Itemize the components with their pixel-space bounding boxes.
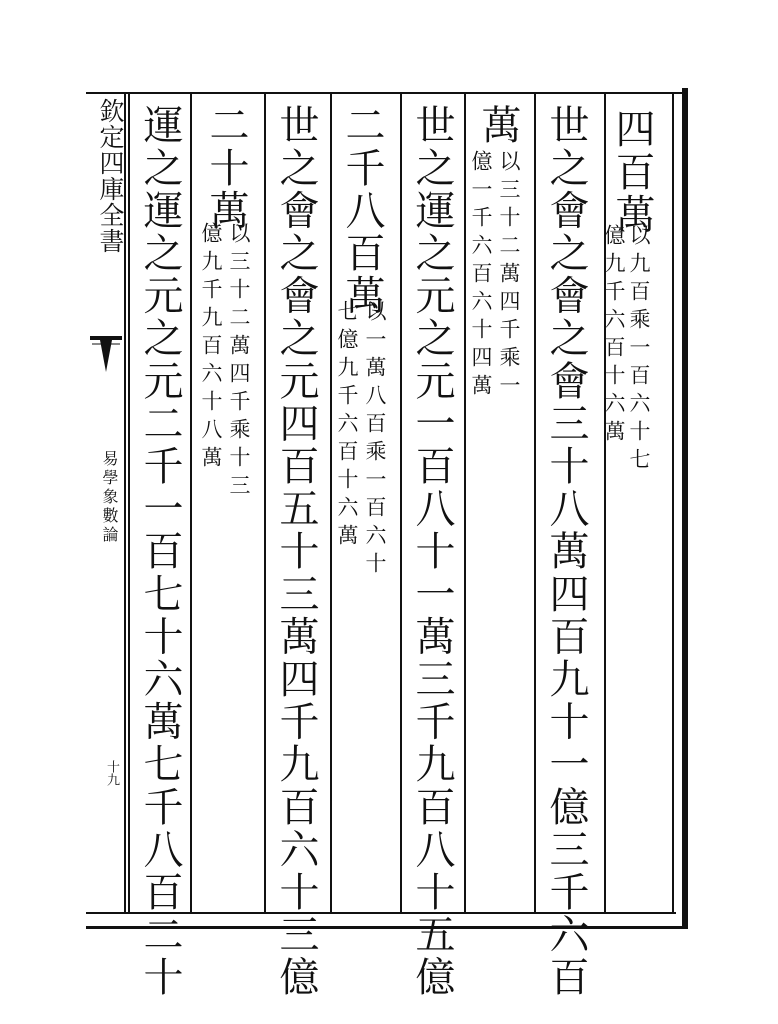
- column-divider: [400, 94, 402, 912]
- column-divider: [264, 94, 266, 912]
- text-column-main: 二十萬: [203, 104, 249, 232]
- text-column-main: 世之會之會之元四百五十三萬四千九百六十三億: [273, 104, 319, 999]
- column-divider: [464, 94, 466, 912]
- text-column-note: 七億九千六百十六萬: [335, 300, 359, 552]
- fishtail-ornament-icon: [90, 336, 122, 372]
- text-column-note: 億一千六百六十四萬: [469, 150, 493, 402]
- margin-title: 欽定四庫全書: [96, 98, 125, 254]
- text-column-main: 萬: [475, 104, 521, 147]
- text-column-main: 四百萬: [609, 108, 655, 236]
- column-divider: [330, 94, 332, 912]
- column-divider: [128, 94, 130, 912]
- text-column-main: 世之運之元之元一百八十一萬三千九百八十五億: [409, 104, 455, 999]
- column-divider: [604, 94, 606, 912]
- frame-top-rule: [86, 92, 682, 94]
- text-column-main: 二千八百萬: [339, 104, 385, 317]
- text-column-main: 世之會之會之會三十八萬四百九十一億三千六百: [543, 104, 589, 999]
- text-column-note: 以三十二萬四千乘一: [497, 150, 521, 402]
- text-column-main: 運之運之元之元二千一百七十六萬七千八百二十: [137, 104, 183, 999]
- text-column-note: 億九千六百十六萬: [602, 224, 626, 448]
- frame-right-rule: [672, 94, 674, 914]
- text-column-note: 以一萬八百乘一百六十: [363, 300, 387, 580]
- text-column-note: 億九千九百六十八萬: [199, 222, 223, 474]
- margin-page-number: 十九: [104, 760, 119, 786]
- column-divider: [190, 94, 192, 912]
- text-column-note: 以三十二萬四千乘十三: [227, 222, 251, 502]
- text-column-note: 以九百乘一百六十七: [627, 224, 651, 476]
- margin-book-title: 易學象數論: [100, 450, 119, 545]
- column-divider: [534, 94, 536, 912]
